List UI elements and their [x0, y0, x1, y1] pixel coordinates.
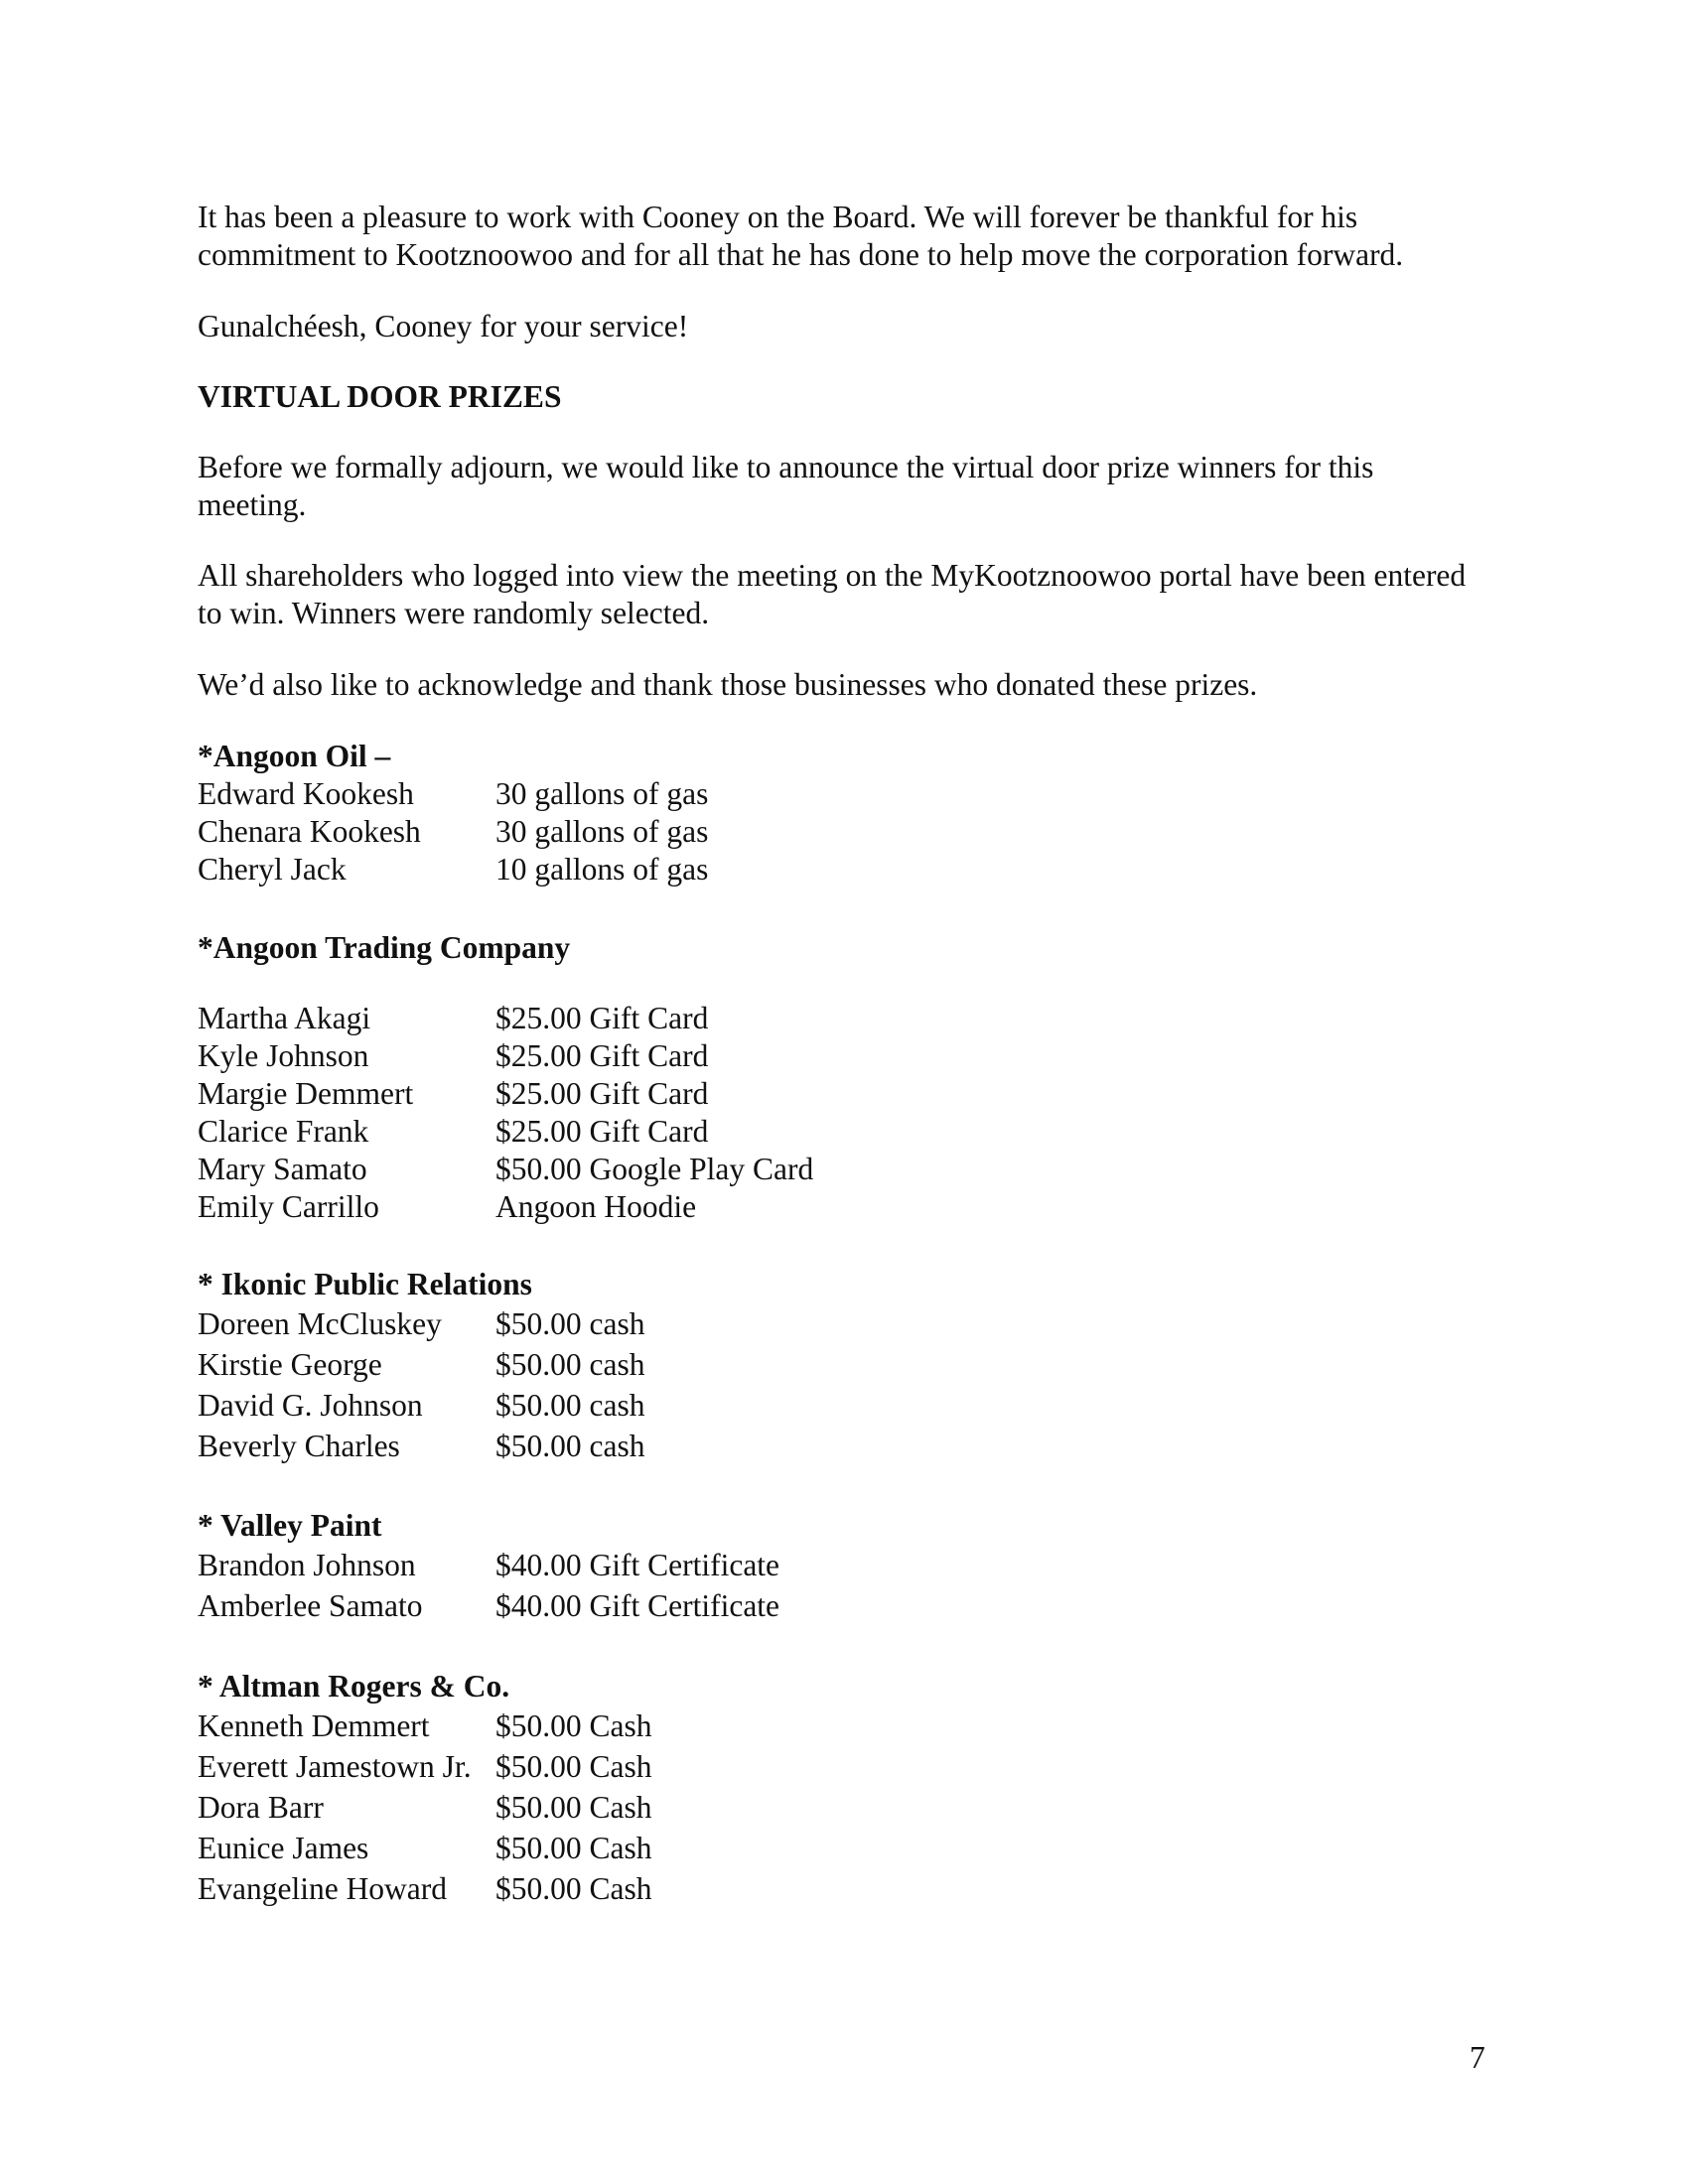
- sponsor-block: [198, 1507, 1091, 1626]
- winner-prize: 30 gallons of gas: [495, 776, 709, 811]
- winner-row: [198, 1075, 1091, 1113]
- winner-name: Evangeline Howard: [198, 1871, 448, 1906]
- winner-prize: $50.00 Google Play Card: [495, 1152, 814, 1186]
- winner-name: Everett Jamestown Jr.: [198, 1749, 472, 1784]
- winner-prize: $25.00 Gift Card: [495, 1076, 709, 1111]
- winner-name: Eunice James: [198, 1831, 369, 1865]
- page-number: 7: [1470, 2040, 1485, 2075]
- acknowledgement-paragraph: We’d also like to acknowledge and thank those businesses who donated these prizes.: [198, 667, 1258, 702]
- winner-prize: $50.00 Cash: [495, 1871, 652, 1906]
- winner-prize: $50.00 cash: [495, 1429, 645, 1463]
- winner-name: Chenara Kookesh: [198, 814, 421, 849]
- winner-row: [198, 813, 1091, 851]
- winner-row: [198, 1746, 1091, 1787]
- winner-prize: $40.00 Gift Certificate: [495, 1548, 780, 1582]
- sponsor-name: * Altman Rogers & Co.: [198, 1669, 510, 1704]
- winner-name: Kyle Johnson: [198, 1038, 369, 1073]
- sponsor-block: [198, 1266, 1091, 1466]
- thanks-paragraph: Gunalchéesh, Cooney for your service!: [198, 309, 689, 343]
- winner-prize: 10 gallons of gas: [495, 852, 709, 887]
- winner-name: Dora Barr: [198, 1790, 324, 1825]
- winner-prize: $50.00 Cash: [495, 1831, 652, 1865]
- sponsor-name: *Angoon Trading Company: [198, 930, 571, 965]
- winner-prize: $25.00 Gift Card: [495, 1114, 709, 1149]
- winner-prize: $50.00 cash: [495, 1306, 645, 1341]
- winner-row: [198, 1585, 1091, 1626]
- winner-row: [198, 775, 1091, 813]
- sponsor-block: [198, 1668, 1091, 1909]
- sponsor-block: [198, 738, 1091, 888]
- winner-name: Brandon Johnson: [198, 1548, 416, 1582]
- winner-row: [198, 851, 1091, 888]
- winner-row: [198, 1385, 1091, 1426]
- winner-prize: $50.00 Cash: [495, 1749, 652, 1784]
- winner-name: Beverly Charles: [198, 1429, 400, 1463]
- winner-name: Edward Kookesh: [198, 776, 414, 811]
- winner-name: Clarice Frank: [198, 1114, 369, 1149]
- sponsor-name: *Angoon Oil –: [198, 739, 391, 773]
- winner-row: [198, 1000, 1091, 1037]
- eligibility-paragraph: All shareholders who logged into view the meeting on the MyKootznoowoo portal have been entered to win. Winners were randomly selected.: [198, 558, 1467, 630]
- closing-paragraph: It has been a pleasure to work with Cooney on the Board. We will forever be thankful for his commitment to Kootznoowoo and for all that he has done to help move the corporation forward.: [198, 200, 1404, 272]
- winner-name: Emily Carrillo: [198, 1189, 379, 1224]
- winner-prize: $50.00 Cash: [495, 1790, 652, 1825]
- winner-row: [198, 1037, 1091, 1075]
- winner-name: Cheryl Jack: [198, 852, 347, 887]
- sponsor-name: * Valley Paint: [198, 1508, 382, 1543]
- winner-name: Martha Akagi: [198, 1001, 371, 1035]
- winner-prize: $50.00 cash: [495, 1347, 645, 1382]
- winner-name: Amberlee Samato: [198, 1588, 423, 1623]
- winner-name: David G. Johnson: [198, 1388, 423, 1423]
- winner-row: [198, 1303, 1091, 1344]
- winner-prize: $25.00 Gift Card: [495, 1038, 709, 1073]
- winner-prize: $40.00 Gift Certificate: [495, 1588, 780, 1623]
- section-heading: VIRTUAL DOOR PRIZES: [198, 379, 562, 414]
- winner-prize: 30 gallons of gas: [495, 814, 709, 849]
- sponsor-name: * Ikonic Public Relations: [198, 1267, 532, 1301]
- intro-paragraph: Before we formally adjourn, we would like to announce the virtual door prize winners for this meeting.: [198, 450, 1374, 522]
- winner-name: Kirstie George: [198, 1347, 382, 1382]
- winner-row: [198, 1151, 1091, 1188]
- winner-name: Doreen McCluskey: [198, 1306, 442, 1341]
- winner-row: [198, 1868, 1091, 1909]
- winner-name: Kenneth Demmert: [198, 1708, 430, 1743]
- winner-row: [198, 1545, 1091, 1585]
- winner-prize: Angoon Hoodie: [495, 1189, 697, 1224]
- winner-row: [198, 1344, 1091, 1385]
- winner-name: Margie Demmert: [198, 1076, 414, 1111]
- winner-name: Mary Samato: [198, 1152, 367, 1186]
- winner-row: [198, 1426, 1091, 1466]
- winner-row: [198, 1188, 1091, 1226]
- winner-row: [198, 1787, 1091, 1828]
- winner-row: [198, 1113, 1091, 1151]
- winner-row: [198, 1828, 1091, 1868]
- sponsor-block: [198, 929, 1091, 1226]
- winner-row: [198, 1706, 1091, 1746]
- winner-prize: $25.00 Gift Card: [495, 1001, 709, 1035]
- winner-prize: $50.00 Cash: [495, 1708, 652, 1743]
- winner-prize: $50.00 cash: [495, 1388, 645, 1423]
